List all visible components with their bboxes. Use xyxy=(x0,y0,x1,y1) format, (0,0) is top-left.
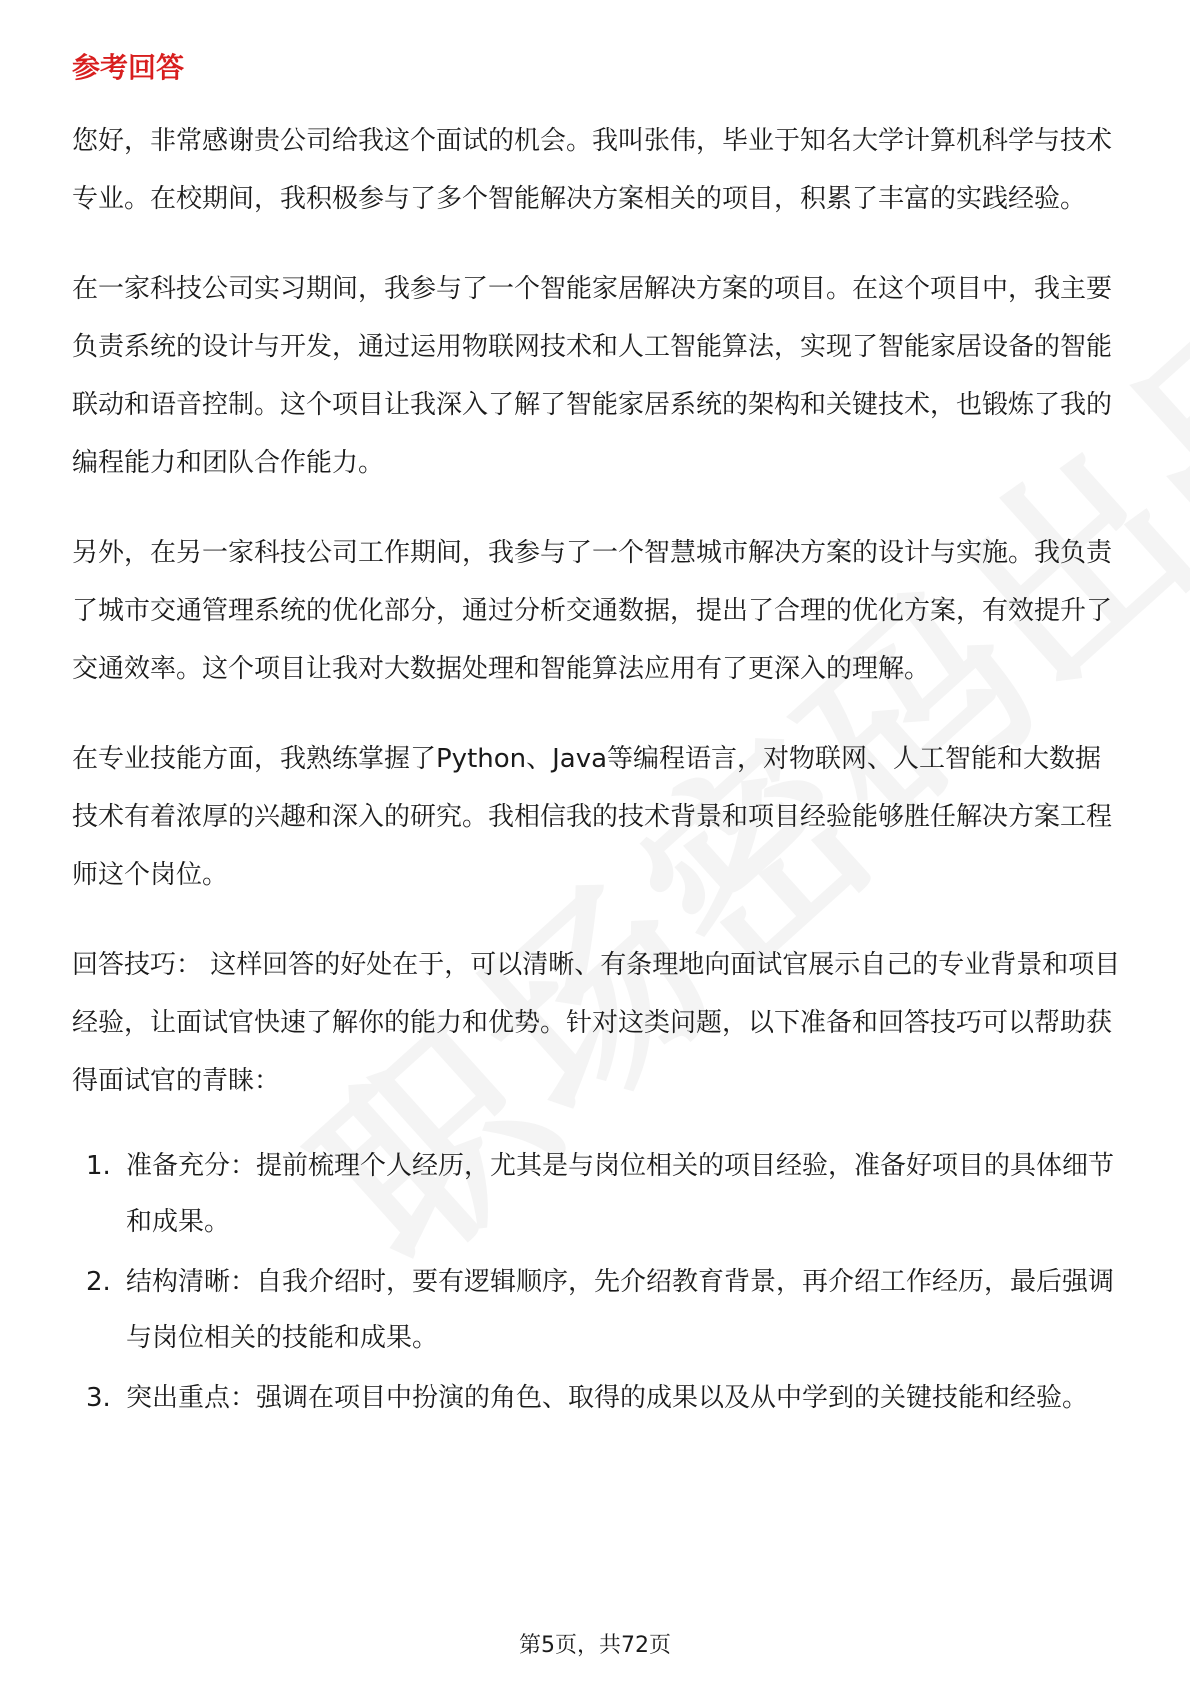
list-item xyxy=(72,1138,1122,1250)
answer-body xyxy=(72,112,1122,1430)
list-item xyxy=(72,1254,1122,1366)
list-item-text: 突出重点：强调在项目中扮演的角色、取得的成果以及从中学到的关键技能和经验。 xyxy=(126,1383,1089,1413)
list-item-number: 3. xyxy=(86,1383,111,1413)
tips-list xyxy=(72,1138,1122,1426)
paragraph-intro: 您好，非常感谢贵公司给我这个面试的机会。我叫张伟，毕业于知名大学计算机科学与技术专业。在校期间，我积极参与了多个智能解决方案相关的项目，积累了丰富的实践经验。 xyxy=(72,126,1113,214)
page-number: 第5页，共72页 xyxy=(519,1633,671,1658)
paragraph-skills: 在专业技能方面，我熟练掌握了Python、Java等编程语言，对物联网、人工智能和大数据技术有着浓厚的兴趣和深入的研究。我相信我的技术背景和项目经验能够胜任解决方案工程师这个岗位。 xyxy=(72,744,1113,890)
list-item-number: 2. xyxy=(86,1267,111,1297)
paragraph-answer-tips: 回答技巧： 这样回答的好处在于，可以清晰、有条理地向面试官展示自己的专业背景和项目经验，让面试官快速了解你的能力和优势。针对这类问题，以下准备和回答技巧可以帮助获得面试官的青睐： xyxy=(72,950,1121,1096)
list-item xyxy=(72,1370,1122,1426)
section-heading: 参考回答 xyxy=(72,51,185,84)
list-item-text: 结构清晰：自我介绍时，要有逻辑顺序，先介绍教育背景，再介绍工作经历，最后强调与岗位相关的技能和成果。 xyxy=(126,1267,1115,1353)
paragraph-internship: 在一家科技公司实习期间，我参与了一个智能家居解决方案的项目。在这个项目中，我主要负责系统的设计与开发，通过运用物联网技术和人工智能算法，实现了智能家居设备的智能联动和语音控制。这个项目让我深入了解了智能家居系统的架构和关键技术，也锻炼了我的编程能力和团队合作能力。 xyxy=(72,274,1113,478)
list-item-text: 准备充分：提前梳理个人经历，尤其是与岗位相关的项目经验，准备好项目的具体细节和成果。 xyxy=(126,1151,1115,1237)
list-item-number: 1. xyxy=(86,1151,111,1181)
paragraph-work-experience: 另外，在另一家科技公司工作期间，我参与了一个智慧城市解决方案的设计与实施。我负责了城市交通管理系统的优化部分，通过分析交通数据，提出了合理的优化方案，有效提升了交通效率。这个项目让我对大数据处理和智能算法应用有了更深入的理解。 xyxy=(72,538,1113,684)
